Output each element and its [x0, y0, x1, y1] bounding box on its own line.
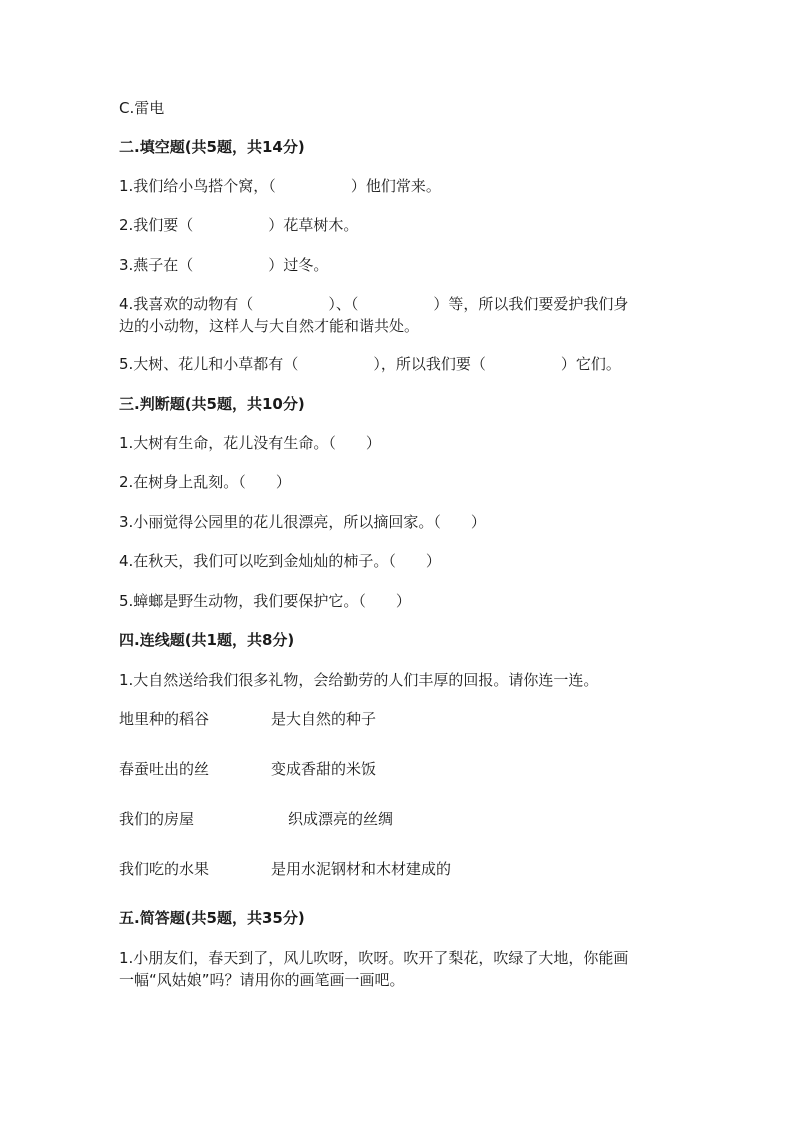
judge-question-3: 3.小丽觉得公园里的花儿很漂亮，所以摘回家。（ ） — [119, 513, 486, 531]
match-left-item: 我们的房屋 — [119, 810, 195, 828]
match-right-item: 织成漂亮的丝绸 — [288, 810, 394, 828]
match-right-item: 是用水泥钢材和木材建成的 — [271, 860, 452, 878]
section-2-heading: 二.填空题(共5题，共14分) — [119, 138, 305, 156]
section-4-heading: 四.连线题(共1题，共8分) — [119, 631, 295, 649]
short-answer-question-1-line-1: 1.小朋友们，春天到了，风儿吹呀，吹呀。吹开了梨花，吹绿了大地，你能画 — [119, 949, 629, 967]
fill-question-2: 2.我们要（ ）花草树木。 — [119, 216, 359, 234]
short-answer-question-1-line-2: 一幅“风姑娘”吗？请用你的画笔画一画吧。 — [119, 971, 405, 989]
section-5-heading: 五.简答题(共5题，共35分) — [119, 909, 305, 927]
judge-question-1: 1.大树有生命，花儿没有生命。（ ） — [119, 434, 381, 452]
fill-question-4-line-1: 4.我喜欢的动物有（ ）、（ ）等，所以我们要爱护我们身 — [119, 295, 629, 313]
match-left-item: 春蚕吐出的丝 — [119, 760, 210, 778]
section-3-heading: 三.判断题(共5题，共10分) — [119, 395, 305, 413]
match-right-item: 变成香甜的米饭 — [271, 760, 377, 778]
fill-question-1: 1.我们给小鸟搭个窝，（ ）他们常来。 — [119, 177, 441, 195]
judge-question-4: 4.在秋天，我们可以吃到金灿灿的柿子。（ ） — [119, 552, 441, 570]
fill-question-5: 5.大树、花儿和小草都有（ ），所以我们要（ ）它们。 — [119, 355, 621, 373]
fill-question-3: 3.燕子在（ ）过冬。 — [119, 256, 329, 274]
judge-question-2: 2.在树身上乱刻。（ ） — [119, 473, 291, 491]
fill-question-4-line-2: 边的小动物，这样人与大自然才能和谐共处。 — [119, 317, 420, 335]
match-question-1: 1.大自然送给我们很多礼物，会给勤劳的人们丰厚的回报。请你连一连。 — [119, 671, 599, 689]
match-left-item: 我们吃的水果 — [119, 860, 210, 878]
option-c: C.雷电 — [119, 99, 165, 117]
match-left-item: 地里种的稻谷 — [119, 710, 210, 728]
match-right-item: 是大自然的种子 — [271, 710, 377, 728]
judge-question-5: 5.蟑螂是野生动物，我们要保护它。（ ） — [119, 592, 411, 610]
